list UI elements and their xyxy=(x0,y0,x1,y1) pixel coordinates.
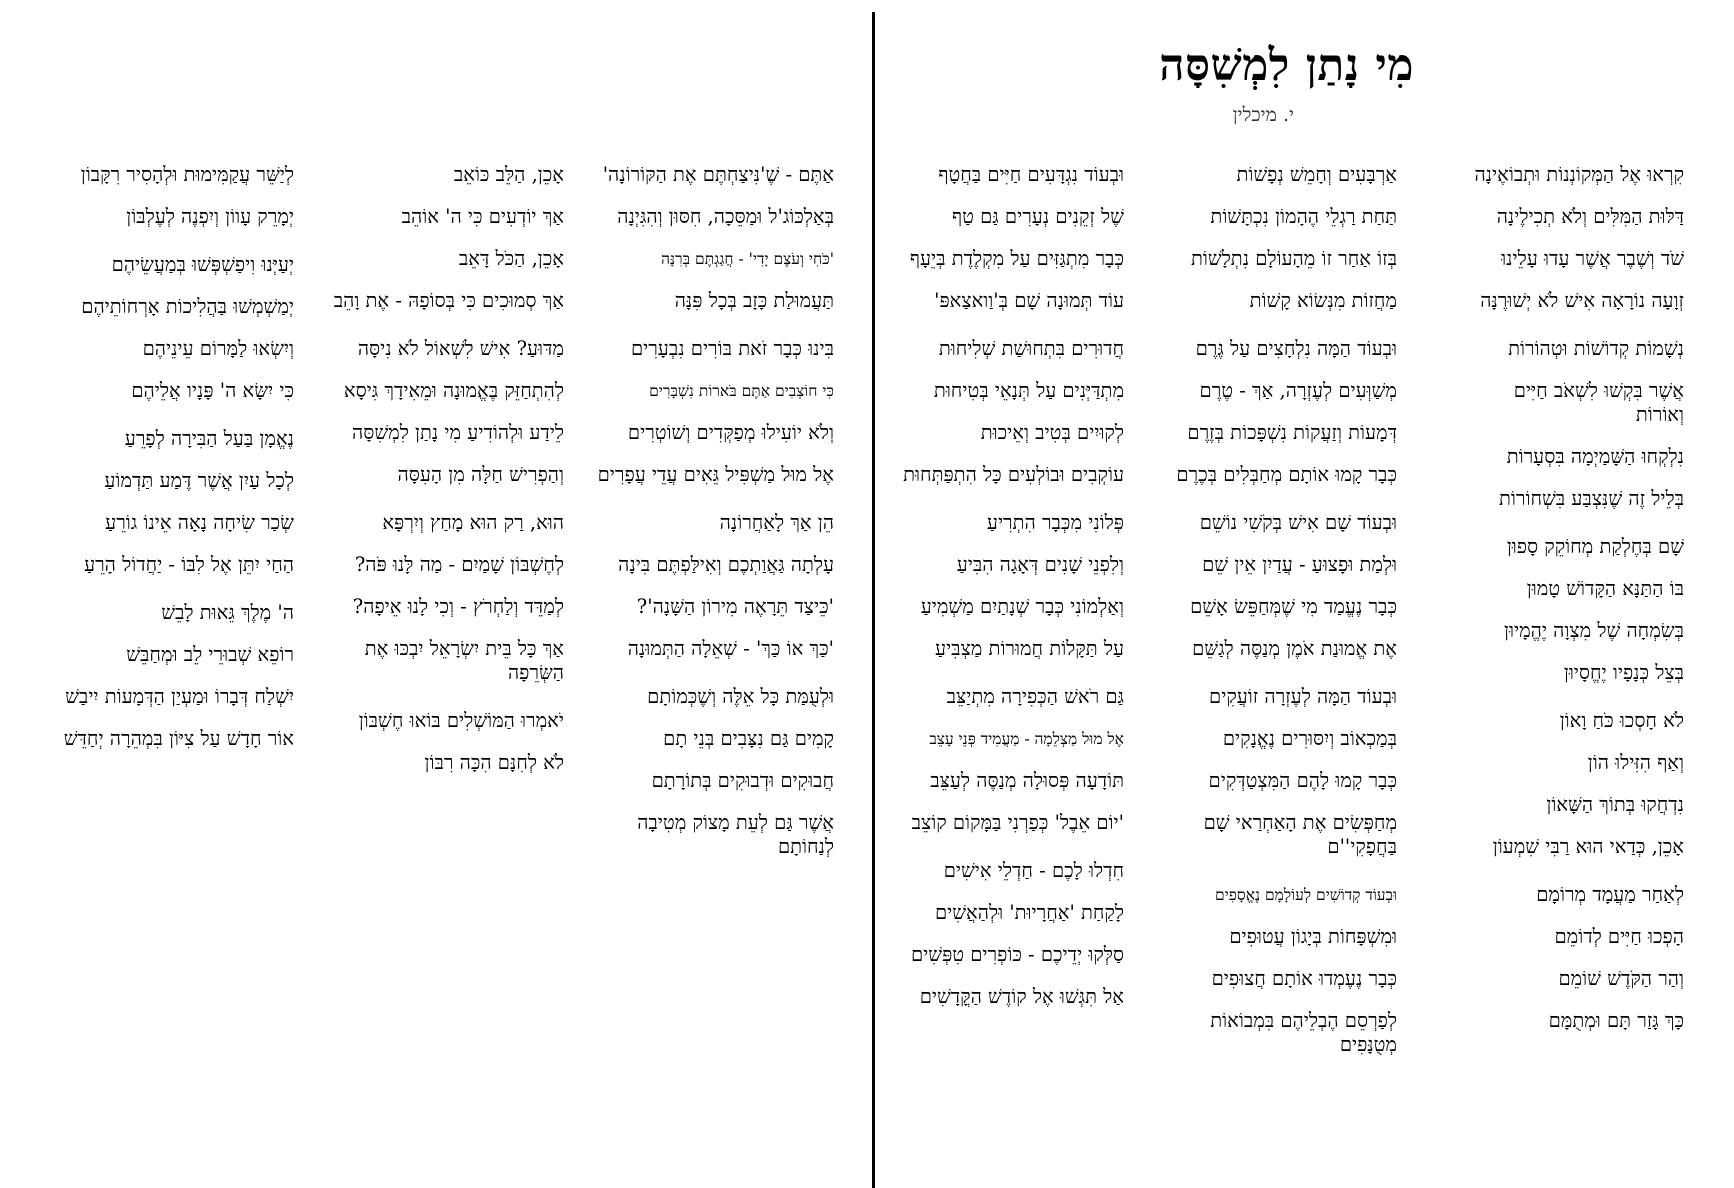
verse-line: כִּי חוֹצְבִים אַתֶּם בֹּארוֹת נִשְׁבָּרִים xyxy=(649,382,834,400)
stanza xyxy=(894,337,1124,487)
verse-line: אֲשֶׁר בִּקְשׁוּ לִשְׁאֹב חַיִּים וְאוֹרוֹת xyxy=(1513,379,1684,426)
verse-line: לְיַשֵּׁר עֲקַמִּימוּת וּלְהָסִיר רִקָּבוֹן xyxy=(80,163,294,186)
verse-line: לְפַרְסֵם הֶבְלֵיהֶם בִּמְבוֹאוֹת מְטֻנָּפִים xyxy=(1210,1009,1397,1056)
verse-line: וּבְעוֹד נִגְדָּעִים חַיִּים בַּחֲטָף xyxy=(938,163,1124,186)
verse-line: ה' מֶלֶךְ גֵּאוּת לָבֵשׁ xyxy=(161,601,294,624)
verse-line: 'יוֹם אֵבֶל' כְּפַרְנִי בַּמָּקוֹם קוֹצֵב xyxy=(911,811,1124,834)
stanza xyxy=(49,253,294,403)
verse-line: וּבְעוֹד שָׁם אִישׁ בְּקֹשִׁי נוֹשֵׁם xyxy=(1199,511,1397,534)
verse-line: וּמִשְׁפָּחוֹת בְּיָגוֹן עֲטוּפִים xyxy=(1229,925,1397,948)
verse-line: וְלֹא יוֹעִילוּ מְפַקְּדִים וְשׁוֹטְרִים xyxy=(627,421,834,444)
verse-line: בְּשִׂמְחָה שֶׁל מִצְוָה יֶהֱמָיוּן xyxy=(1504,619,1684,642)
stanza xyxy=(1157,883,1397,1057)
stanza xyxy=(584,511,834,661)
stanza xyxy=(49,427,294,577)
verse-column-1 xyxy=(1466,163,1684,1057)
verse-line: יֹאמְרוּ הַמּוֹשְׁלִים בּוֹאוּ חֶשְׁבּוֹן xyxy=(358,709,564,732)
stanza xyxy=(324,163,564,313)
verse-line: וְהַר הַקֹּדֶשׁ שׁוֹמֵם xyxy=(1558,967,1684,990)
stanza xyxy=(894,859,1124,1009)
verse-column-6 xyxy=(49,163,294,775)
verse-line: נֶאֱמָן בַּעַל הַבִּירָה לְפָרֵעַ xyxy=(124,427,294,450)
verse-line: דַּלּוּת הַמִּלִּים וְלֹא תְכִילֶינָה xyxy=(1496,205,1684,228)
verse-line: יִשְׁלַח דְּבָרוֹ וּמַעְיַן הַדְּמָעוֹת יִיבַשׁ xyxy=(65,685,294,708)
verse-line: וְאַלְמוֹנִי כְּבָר שְׁנָתַיִם מַשְׁמִיעַ xyxy=(920,595,1124,618)
verse-line: לְמַדֵּד וְלַחְרֹץ - וְכִי לָנוּ אֵיפָה? xyxy=(352,595,564,618)
verse-line: מְחַפְּשִׂים אֶת הָאַחְרַאי שָׁם בַּחֲפָקִי''ם xyxy=(1203,811,1397,858)
verse-line: נְשָׁמוֹת קְדוֹשׁוֹת וּטְהוֹרוֹת xyxy=(1508,337,1684,360)
verse-line: רוֹפֵא שְׁבוּרֵי לֵב וּמְחַבֵּשׁ xyxy=(126,643,294,666)
verse-line: בְּלֵיל זֶה שֶׁנִּצְבַּע בִּשְׁחוֹרוֹת xyxy=(1499,487,1684,510)
verse-line: מַדּוּעַ? אִישׁ לִשְׁאוֹל לֹא נִיסָּה xyxy=(357,337,564,360)
verse-line: 'כֹּחִי וְעֹצֶם יָדִי' - חֲגַגְתֶּם בְּרִנָּה xyxy=(661,250,834,268)
verse-line: 'כַּךְ אוֹ כַּךְ' - שְׁאֵלָה הַתְּמוּנָה xyxy=(627,637,834,660)
verse-line: נִלְקְחוּ הַשָּׁמַיְמָה בִּסְעָרוֹת xyxy=(1506,445,1684,468)
verse-line: חֲדוּרִים בִּתְחוּשַׁת שְׁלִיחוּת xyxy=(938,337,1124,360)
verse-line: כְּבָר נֶעֱמַד מִי שֶׁמְּחַפֵּשׂ אָשֵׁם xyxy=(1190,595,1397,618)
verse-line: וּלְמַת וּפָצוּעַ - עֲדַיִן אֵין שֵׁם xyxy=(1202,553,1397,576)
verse-line: אֶת אֱמוּנַת אֹמֶן מְנַסֶּה לְגַשֵּׁם xyxy=(1192,637,1397,660)
poem-title: מִי נָתַן לִמְשִׁסָּה xyxy=(1159,40,1414,91)
verse-line: שֶׁל זְקֵנִים נְעָרִים גַּם טַף xyxy=(952,205,1124,228)
verse-line: תַּחַת רַגְלֵי הֶהָמוֹן נִכְתָּשׁוֹת xyxy=(1210,205,1397,228)
verse-line: לְחֶשְׁבּוֹן שָׁמַיִם - מַה לָּנוּ פֹּה? xyxy=(354,553,564,576)
verse-line: אָכֵן, הַכֹּל דָּאֵב xyxy=(458,247,564,270)
verse-line: כְּבָר קָמוּ לָהֶם הַמִּצְטַדְּקִים xyxy=(1208,769,1397,792)
stanza xyxy=(1157,511,1397,661)
verse-line: לֹא לְחִנָּם הִכָּה רִבּוֹן xyxy=(424,751,564,774)
verse-line: כְּבָר מִתְגַּזִּים עַל מִקְלֶדֶת בְּיֵעָף xyxy=(909,247,1124,270)
verse-line: בְּצֵל כְּנָפָיו יֶחֱסָיוּן xyxy=(1563,661,1684,684)
verse-line: וּבְעוֹד קְדוֹשִׁים לְעוֹלָמָם נֶאֱסָפִים xyxy=(1215,886,1397,904)
verse-line: מְשַׁוְּעִים לְעֶזְרָה, אַךְ - טֶרֶם xyxy=(1199,379,1397,402)
verse-line: יְעַיְּנוּ וִיפַשְׁפְּשׁוּ בְּמַעֲשֵׂיהֶם xyxy=(111,253,294,276)
verse-line: לֹא חָסְכוּ כֹּחַ וָאוֹן xyxy=(1559,709,1684,732)
verse-line: וְיִשְׂאוּ לַמָּרוֹם עֵינֵיהֶם xyxy=(142,337,294,360)
verse-line: אַל תִּגְּשׁוּ אֶל קוֹדֶשׁ הַקֳּדָשִׁים xyxy=(919,985,1124,1008)
stanza xyxy=(1466,337,1684,511)
verse-line: אֶל מוּל מַצְלֵמָה - מַעֲמִיד פְּנֵי עָצֵב xyxy=(929,730,1124,748)
stanza xyxy=(584,163,834,313)
verse-line: פְּלוֹנִי מִכְּבָר הִתְרִיעַ xyxy=(986,511,1124,534)
verse-line: הַחַי יִתֵּן אֶל לִבּוֹ - יַחֲדוֹל הָרֵעַ xyxy=(84,553,294,576)
verse-column-3 xyxy=(894,163,1124,1033)
stanza xyxy=(1157,163,1397,313)
verse-line: וְהַפְרִישׁ חַלָּה מִן הָעִסָּה xyxy=(397,463,564,486)
verse-line: קָמִים גַּם נִצָּבִים בְּנֵי תָם xyxy=(663,727,834,750)
stanza xyxy=(1466,163,1684,313)
verse-line: לְאַחַר מַעֲמָד מְרוֹמָם xyxy=(1536,883,1684,906)
verse-line: בְּאַלְכּוֹג'ל וּמַסֵּכָה, חִסּוּן וְהִגִּיְנָה xyxy=(617,205,834,228)
verse-line: אַרְבָּעִים וְחָמֵשׁ נְפָשׁוֹת xyxy=(1236,163,1397,186)
verse-line: וְאַף הִזִּילוּ הוֹן xyxy=(1587,751,1684,774)
verse-line: מַחֲזוֹת מִנְּשׂוֹא קָשׁוֹת xyxy=(1249,289,1397,312)
verse-line: עַל תַּקָּלוֹת חֲמוּרוֹת מַצְבִּיעַ xyxy=(935,637,1124,660)
verse-line: נִדְחֲקוּ בְּתוֹךְ הַשָּׁאוֹן xyxy=(1546,793,1684,816)
verse-line: לָקַחַת 'אַחֲרָיוּת' וּלְהַאֲשִׁים xyxy=(934,901,1124,924)
stanza xyxy=(1157,685,1397,859)
stanza xyxy=(1157,337,1397,487)
verse-line: זְוָעָה נוֹרָאָה אִישׁ לֹא יְשׁוּרֶנָּה xyxy=(1480,289,1684,312)
verse-line: וּבְעוֹד הַמָּה נִלְחָצִים עַל גֶּרֶם xyxy=(1195,337,1397,360)
verse-line: לְהִתְחַזֵּק בֶּאֱמוּנָה וּמֵאִידָךְ גִּיסָא xyxy=(343,379,564,402)
stanza xyxy=(324,511,564,685)
verse-line: אֲשֶׁר גַּם לְעֵת מָצוֹק מְטִיבָה לְנַחוֹתָם xyxy=(637,811,834,858)
stanza xyxy=(49,601,294,751)
stanza xyxy=(894,685,1124,835)
stanza xyxy=(49,163,294,229)
verse-line: עוֹקְבִים וּבוֹלְעִים כָּל הִתְפַּתְּחוּת xyxy=(903,463,1124,486)
poem-author: י. מיכלין xyxy=(1232,104,1294,126)
verse-line: בְּמַכְאוֹב וְיִסּוּרִים נֶאֱנָקִים xyxy=(1222,727,1397,750)
verse-line: בִּינוּ כְּבָר זֹאת בּוֹרִים נִבְעָרִים xyxy=(630,337,834,360)
verse-line: וְלִפְנֵי שָׁנִים דְּאָגָה הִבִּיעַ xyxy=(956,553,1124,576)
verse-line: כִּי יִשָּׂא ה' פָּנָיו אֲלֵיהֶם xyxy=(131,379,294,402)
verse-line: עוֹד תְּמוּנָה שָׁם בְּ'וַואצַאפּ' xyxy=(934,289,1124,312)
verse-line: יְמָרֵק עָווֹן וְיִפְנֶה לְעֶלְבּוֹן xyxy=(126,205,294,228)
verse-line: בְּזוֹ אַחַר זוֹ מֵהָעוֹלָם נִתְלָשׁוֹת xyxy=(1191,247,1397,270)
verse-line: יְמַשְׁמְשׁוּ בַּהֲלִיכוֹת אָרְחוֹתֵיהֶם xyxy=(81,295,294,318)
verse-line: הָפְכוּ חַיִּים לְדוֹמֵם xyxy=(1554,925,1684,948)
verse-column-2 xyxy=(1157,163,1397,1081)
stanza xyxy=(584,337,834,487)
stanza xyxy=(584,685,834,859)
verse-line: עָלְתָה גַּאֲוַתְכֶם וְאִילַּפְתֶּם בִּינָה xyxy=(618,553,834,576)
verse-line: מִתְדַּיְּנִים עַל תְּנָאֵי בְּטִיחוּת xyxy=(933,379,1124,402)
verse-line: אָכֵן, כְּדַאי הוּא רַבִּי שִׁמְעוֹן xyxy=(1492,835,1684,858)
verse-line: 'כֵּיצַד תֵּרָאֶה מִירוֹן הַשָּׁנָה'? xyxy=(636,595,834,618)
verse-line: כָּךְ גָּזַר תָּם וּמְתֻמָּם xyxy=(1548,1009,1684,1032)
verse-line: בּוֹ הַתַּנָּא הַקָּדוֹשׁ טָמוּן xyxy=(1526,577,1684,600)
verse-line: חֲבוּקִים וּדְבוּקִים בְּתוֹרָתָם xyxy=(651,769,834,792)
verse-line: כְּבָר קָמוּ אוֹתָם מְחַבְּלִים בְּכֶרֶם xyxy=(1176,463,1397,486)
verse-line: הוּא, רַק הוּא מָחַץ וְיִרְפָּא xyxy=(382,511,564,534)
stanza xyxy=(324,337,564,487)
verse-line: גַּם רֹאשׁ הַכְּפִירָה מִתְיַצֵּב xyxy=(946,685,1124,708)
verse-column-5 xyxy=(324,163,564,799)
verse-line: שְׂכַר שִׂיחָה נָאָה אֵינוֹ גוֹרֵעַ xyxy=(105,511,294,534)
verse-line: חִדְלוּ לָכֶם - חַדְלֵי אִישִׁים xyxy=(943,859,1124,882)
verse-line: הֵן אַךְ לָאַחֲרוֹנָה xyxy=(719,511,834,534)
verse-line: אֶל מוּל מַשְׁפִּיל גֵּאִים עֲדֵי עֲפָרִים xyxy=(597,463,834,486)
verse-line: שֹׁד וְשֶׁבֶר אֲשֶׁר עָדוּ עָלֵינוּ xyxy=(1501,247,1684,270)
stanza xyxy=(1466,883,1684,1033)
verse-line: אַךְ כָּל בֵּית יִשְׂרָאֵל יִבְכּוּ אֶת הַשְּׂרֵפָה xyxy=(364,637,564,684)
stanza xyxy=(1466,709,1684,859)
verse-line: אוֹר חָדָשׁ עַל צִיּוֹן בִּמְהֵרָה יְחַדֵּשׁ xyxy=(63,727,294,750)
verse-line: קִרְאוּ אֶל הַמְּקוֹנְנוֹת וּתְבוֹאֶינָה xyxy=(1474,163,1684,186)
verse-line: וּבְעוֹד הַמָּה לְעֶזְרָה זוֹעֲקִים xyxy=(1209,685,1397,708)
verse-column-4 xyxy=(584,163,834,883)
verse-line: לְקוּיִים בְּטִיב וְאֵיכוּת xyxy=(980,421,1124,444)
verse-line: אַךְ סְמוּכִים כִּי בְּסוֹפָהּ - אֶת וָהֵב xyxy=(333,289,564,312)
verse-line: אַתֶּם - שֶׁ'נִּיצַחְתֶּם אֶת הַקּוֹרוֹנָה' xyxy=(602,163,834,186)
stanza xyxy=(1466,535,1684,685)
verse-line: כְּבָר נֶעֶמְדוּ אוֹתָם חֲצוּפִים xyxy=(1211,967,1397,990)
verse-line: לְכָל עַיִן אֲשֶׁר דֶּמַע תַּדְמוֹעַ xyxy=(104,469,294,492)
column-divider xyxy=(872,12,875,1188)
verse-line: אָכֵן, הַלֵּב כּוֹאֵב xyxy=(453,163,564,186)
stanza xyxy=(894,511,1124,661)
verse-line: תּוֹדָעָה פְּסוּלָה מְנַסֶּה לְעַצֵּב xyxy=(930,769,1124,792)
verse-line: שָׁם בְּחֶלְקַת מְחוֹקֵק סָפוּן xyxy=(1506,535,1684,558)
verse-line: וּלְעֻמַּת כָּל אֵלֶּה וְשֶׁכְּמוֹתָם xyxy=(647,685,834,708)
verse-line: דְּמָעוֹת וְזַעֲקוֹת נִשְׁפָּכוֹת בְּזֶרֶם xyxy=(1187,421,1397,444)
verse-line: לֵידַע וּלְהוֹדִיעַ מִי נָתַן לִמְשִׁסָּה xyxy=(352,421,564,444)
verse-line: תַּעֲמוּלַת כָּזָב בְּכָל פִּנָּה xyxy=(674,289,834,312)
stanza xyxy=(324,709,564,775)
verse-line: אַךְ יוֹדְעִים כִּי ה' אוֹהֵב xyxy=(401,205,564,228)
verse-line: סַלְּקוּ יְדֵיכֶם - כּוֹפְרִים טִפְּשִׁים xyxy=(910,943,1124,966)
stanza xyxy=(894,163,1124,313)
